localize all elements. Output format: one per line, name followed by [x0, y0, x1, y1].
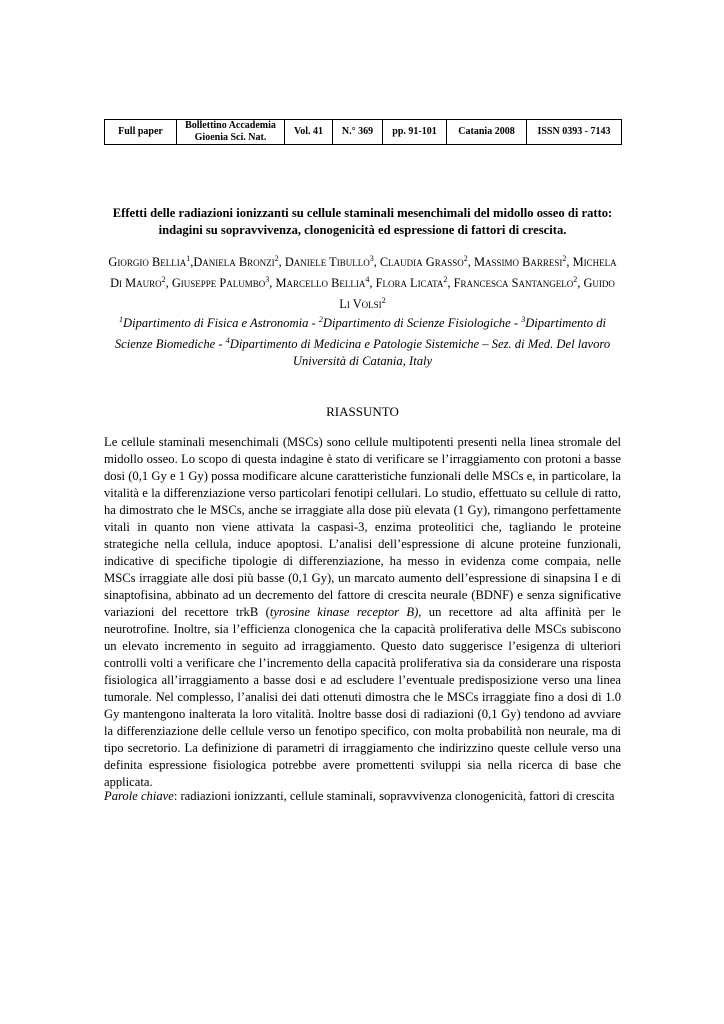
abstract-paragraph [104, 434, 621, 791]
author-affiliation-mark: 2 [161, 275, 166, 285]
author-name: Daniele Tibullo [284, 255, 370, 270]
affiliation-text: Dipartimento di Fisica e Astronomia - [122, 316, 319, 331]
author-affiliation-mark: 1 [186, 254, 191, 263]
header-issn: ISSN 0393 - 7143 [527, 120, 622, 145]
author-affiliation-mark: 2 [573, 275, 578, 285]
author-separator: , [190, 255, 194, 270]
author-affiliation-mark: 2 [274, 254, 279, 263]
author-separator: , [369, 276, 376, 291]
author-separator: , [467, 255, 474, 270]
author [454, 276, 584, 290]
author-affiliation-mark: 3 [265, 275, 270, 285]
affiliation-number: 4 [225, 336, 230, 346]
author-separator: , [447, 276, 454, 291]
author-name: Massimo Barresi [473, 255, 563, 270]
author-name: Daniela Bronzi [193, 255, 275, 270]
author [376, 276, 454, 290]
author-separator: , [373, 255, 380, 270]
author [172, 276, 276, 290]
affiliation-number: 2 [318, 315, 323, 324]
author [474, 255, 573, 269]
author-affiliation-mark: 3 [369, 254, 374, 263]
author [380, 255, 474, 269]
author-affiliation-mark: 4 [365, 275, 370, 285]
university: Università di Catania, Italy [292, 354, 433, 369]
author-name: Michela Di Mauro [110, 255, 617, 291]
header-place-year: Catania 2008 [447, 120, 527, 145]
affiliation-text: Dipartimento di Scienze Biomediche - [114, 316, 607, 352]
paper-title: Effetti delle radiazioni ionizzanti su cellule staminali mesenchimali del midollo osseo di ratto: indagini su sopravvivenza, clonogenicità ed espressione di fattori di crescita. [112, 206, 613, 237]
keywords-label: Parole chiave [104, 789, 174, 803]
author-affiliation-mark: 2 [562, 254, 567, 263]
journal-header-table [104, 119, 622, 145]
author-name: Giuseppe Palumbo [171, 276, 266, 291]
affiliation-text: Dipartimento di Medicina e Patologie Sistemiche – Sez. di Med. Del lavoro [229, 337, 611, 352]
author-separator: , [269, 276, 276, 291]
author-name: Flora Licata [375, 276, 444, 291]
author-separator: , [566, 255, 573, 270]
author-separator: , [577, 276, 584, 291]
author-separator: , [165, 276, 172, 291]
affiliation-number: 1 [118, 315, 123, 324]
author [285, 255, 380, 269]
keywords-paragraph [104, 788, 621, 805]
author-name: Marcello Bellia [275, 276, 366, 291]
author [193, 255, 285, 269]
affiliation-number: 3 [521, 315, 526, 324]
author-affiliation-mark: 2 [381, 296, 386, 306]
header-paper-type: Full paper [105, 120, 177, 145]
abstract-text-part2: , un recettore ad alta affinità per le neurotrofine. Inoltre, sia l’efficienza clonogenica che la capacità proliferativa delle MSCs subiscono un elevato incremento in seguito ad irraggiamento. Questo dato suggerisce l’esigenza di ulteriori controlli volti a verificare che l’incremento della capacità proliferativa sia da considerare una risposta fisiologica all’irraggiamento a basse dosi e ad escludere l’eventuale predisposizione verso una linea tumorale. Nel complesso, l’analisi dei dati ottenuti dimostra che le MSCs irraggiate fino a dosi di 1.0 Gy mantengono inalterata la loro vitalità. Inoltre basse dosi di radiazioni (0,1 Gy) tendono ad avviare la differenziazione delle cellule verso un fenotipo specifico, con molta probabilità non neurale, ma di tipo secretorio. La definizione di parametri di irraggiamento che indirizzino queste cellule verso una definita espressione fisiologica potrebbe avere promettenti sviluppi sia nella ricerca di base che applicata. [104, 605, 621, 789]
author-affiliation-mark: 2 [443, 275, 448, 285]
header-journal-name: Bollettino Accademia Gioenia Sci. Nat. [177, 120, 285, 145]
header-volume: Vol. 41 [285, 120, 333, 145]
author-name: Guido Li Volsi [339, 276, 615, 312]
keywords-text: : radiazioni ionizzanti, cellule staminali, sopravvivenza clonogenicità, fattori di crescita [173, 789, 615, 803]
author-name: Giorgio Bellia [108, 255, 187, 270]
abstract-italic-term: tyrosine kinase receptor B) [269, 605, 419, 619]
author-affiliation-mark: 2 [463, 254, 468, 263]
header-pages: pp. 91-101 [383, 120, 447, 145]
author [108, 255, 193, 269]
author [275, 276, 375, 290]
affiliation-text: Dipartimento di Scienze Fisiologiche - [322, 316, 522, 331]
author-separator: , [278, 255, 285, 270]
abstract-text-part1: Le cellule staminali mesenchimali (MSCs) sono cellule multipotenti presenti nella linea stromale del midollo osseo. Lo scopo di questa indagine è stato di verificare se l’irraggiamento con protoni a basse dosi (0,1 Gy e 1 Gy) possa modificare alcune caratteristiche funzionali delle MSCs e, in particolare, la vitalità e la differenziazione verso particolari fenotipi cellulari. Lo studio, effettuato su cellule di ratto, ha dimostrato che le MSCs, anche se irraggiate alla dose più elevata (1 Gy), rimangono perfettamente vitali in quanto non viene attivata la caspasi-3, enzima proteolitici che, tagliando le proteine strategiche nella cellula, induce apoptosi. L’analisi dell’espressione di alcune proteine funzionali, indicative di specifiche tipologie di differenziazione, ha messo in evidenza come compaia, nelle MSCs irraggiate alle dosi più basse (0,1 Gy), un marcato aumento dell’espressione di sinapsina I e di sinaptofisina, abbinato ad un decremento del fattore di crescita neurale (BDNF) e senza significative variazioni del recettore trkB ( [104, 435, 621, 619]
author-name: Francesca Santangelo [453, 276, 574, 291]
affiliations [104, 311, 621, 370]
header-issue-number: N.° 369 [333, 120, 383, 145]
author-name: Claudia Grasso [379, 255, 464, 270]
section-heading-riassunto: RIASSUNTO [326, 404, 399, 419]
author-list [104, 250, 621, 313]
